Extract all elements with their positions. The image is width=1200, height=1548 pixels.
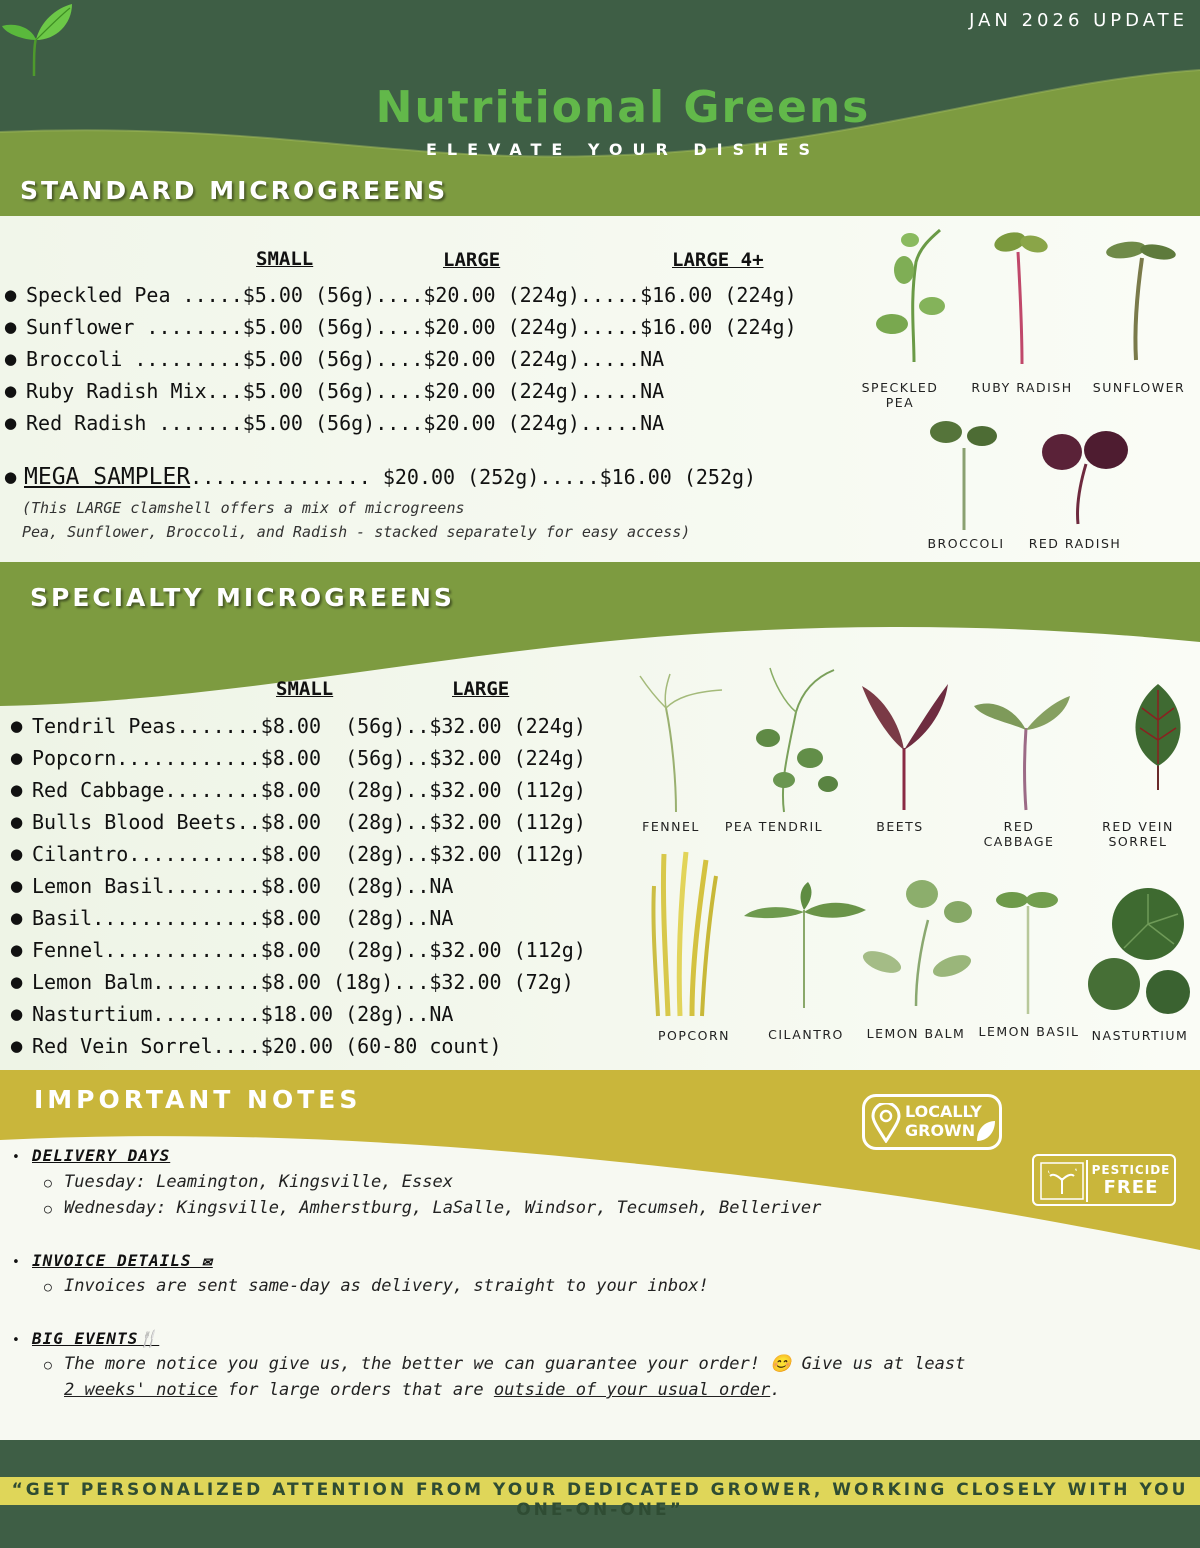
pesticide-text-block <box>1086 1160 1174 1202</box>
bullet-icon: ● <box>4 318 18 336</box>
photo-label-fennel: FENNEL <box>642 819 700 834</box>
bullet-icon: ● <box>4 382 18 400</box>
events-line-1 <box>44 1354 965 1374</box>
bullet-icon: • <box>12 1333 21 1348</box>
circle-bullet-icon: ○ <box>44 1280 52 1295</box>
specialty-section-title: SPECIALTY MICROGREENS <box>30 583 455 612</box>
bullet-icon: ● <box>10 973 24 991</box>
spec-row-text: Nasturtium.........$18.00 (28g)..NA <box>32 1002 454 1026</box>
photo-label-popcorn: POPCORN <box>657 1028 731 1043</box>
sampler-note-2: Pea, Sunflower, Broccoli, and Radish - stacked separately for easy access) <box>22 523 691 541</box>
notes-section-title: IMPORTANT NOTES <box>34 1085 362 1114</box>
location-pin-icon <box>871 1103 901 1143</box>
pesticide-text: PESTICIDE <box>1091 1163 1171 1177</box>
spec-row <box>10 746 586 770</box>
bullet-icon: ● <box>4 286 18 304</box>
bullet-icon: ● <box>10 717 24 735</box>
photo-label-beets: BEETS <box>876 819 924 834</box>
photo-label-sunflower: SUNFLOWER <box>1092 380 1186 395</box>
sampler-note-1: (This LARGE clamshell offers a mix of microgreens <box>22 499 465 517</box>
photo-label-lemon-balm: LEMON BALM <box>866 1026 966 1041</box>
mega-sampler-prices: ............... $20.00 (252g).....$16.00 (252g) <box>190 465 757 489</box>
pesticide-free-badge <box>1032 1154 1176 1206</box>
photo-label-speckled-pea: SPECKLED PEA <box>861 380 939 410</box>
spec-row <box>10 970 574 994</box>
photo-label-red-radish: RED RADISH <box>1028 536 1122 551</box>
std-row-text: Sunflower ........$5.00 (56g)....$20.00 (224g).....$16.00 (224g) <box>26 315 797 339</box>
photo-label-lemon-basil: LEMON BASIL <box>978 1024 1080 1039</box>
mega-sampler-name: MEGA SAMPLER <box>24 464 191 490</box>
bullet-icon: ● <box>4 468 18 486</box>
spec-row <box>10 938 586 962</box>
leaf-icon <box>975 1119 997 1143</box>
spec-col-large: LARGE <box>452 678 510 700</box>
spec-row-text: Lemon Balm.........$8.00 (18g)...$32.00 (72g) <box>32 970 574 994</box>
bullet-icon: ● <box>10 845 24 863</box>
spec-row <box>10 1034 502 1058</box>
beets-photo <box>858 678 952 812</box>
popcorn-photo <box>648 846 720 1018</box>
bullet-icon: • <box>12 1255 21 1270</box>
delivery-days-heading <box>12 1146 170 1165</box>
bullet-icon: ● <box>10 749 24 767</box>
events-line-1-text: The more notice you give us, the better we can guarantee your order! 😊 Give us at least <box>64 1354 966 1374</box>
red-cabbage-photo <box>970 688 1074 812</box>
invoice-line-text: Invoices are sent same-day as delivery, straight to your inbox! <box>64 1276 709 1296</box>
circle-bullet-icon: ○ <box>44 1176 52 1191</box>
spec-row <box>10 842 586 866</box>
brand-tagline: ELEVATE YOUR DISHES <box>425 140 820 159</box>
leaf-logo-icon <box>0 0 76 78</box>
spec-row <box>10 874 453 898</box>
free-text: FREE <box>1103 1177 1159 1198</box>
std-col-small: SMALL <box>256 248 314 270</box>
std-row-text: Red Radish .......$5.00 (56g)....$20.00 (224g).....NA <box>26 411 665 435</box>
delivery-wednesday-text: Wednesday: Kingsville, Amherstburg, LaSalle, Windsor, Tecumseh, Belleriver <box>64 1198 822 1218</box>
std-row <box>4 315 797 339</box>
delivery-days-text: DELIVERY DAYS <box>32 1146 171 1165</box>
big-events-text: BIG EVENTS🍴 <box>32 1329 160 1348</box>
standard-section-title: STANDARD MICROGREENS <box>20 176 449 205</box>
spec-row-text: Red Cabbage........$8.00 (28g)..$32.00 (112g) <box>32 778 586 802</box>
photo-label-pea-tendril: PEA TENDRIL <box>724 819 824 834</box>
std-col-large: LARGE <box>443 249 501 271</box>
bullet-icon: ● <box>10 941 24 959</box>
bullet-icon: ● <box>10 813 24 831</box>
spec-row-text: Bulls Blood Beets..$8.00 (28g)..$32.00 (112g) <box>32 810 586 834</box>
bullet-icon: ● <box>10 1005 24 1023</box>
std-row <box>4 347 664 371</box>
spec-row-text: Tendril Peas.......$8.00 (56g)..$32.00 (224g) <box>32 714 586 738</box>
events-line-2 <box>64 1380 780 1400</box>
bullet-icon: ● <box>10 781 24 799</box>
spec-row-text: Red Vein Sorrel....$20.00 (60-80 count) <box>32 1034 502 1058</box>
locally-grown-text <box>905 1102 982 1140</box>
delivery-tuesday <box>44 1172 453 1192</box>
photo-label-red-cabbage: RED CABBAGE <box>983 819 1055 849</box>
std-row <box>4 283 797 307</box>
spec-row-text: Popcorn............$8.00 (56g)..$32.00 (224g) <box>32 746 586 770</box>
bullet-icon: ● <box>10 1037 24 1055</box>
bullet-icon: ● <box>10 877 24 895</box>
std-row-text: Ruby Radish Mix...$5.00 (56g)....$20.00 (224g).....NA <box>26 379 665 403</box>
spec-row <box>10 810 586 834</box>
delivery-wednesday <box>44 1198 821 1218</box>
spec-row <box>10 714 586 738</box>
red-vein-sorrel-photo <box>1120 680 1196 792</box>
update-label: JAN 2026 UPDATE <box>969 10 1188 31</box>
red-radish-photo <box>1036 424 1136 528</box>
big-events-heading <box>12 1329 159 1348</box>
std-row <box>4 379 664 403</box>
spec-row-text: Basil..............$8.00 (28g)..NA <box>32 906 454 930</box>
std-col-large4: LARGE 4+ <box>672 249 764 271</box>
photo-label-ruby-radish: RUBY RADISH <box>971 380 1073 395</box>
photo-label-nasturtium: NASTURTIUM <box>1091 1028 1189 1043</box>
std-row <box>4 411 664 435</box>
bullet-icon: • <box>12 1150 21 1165</box>
circle-bullet-icon: ○ <box>44 1358 52 1373</box>
std-row-text: Speckled Pea .....$5.00 (56g)....$20.00 (224g).....$16.00 (224g) <box>26 283 797 307</box>
cilantro-photo <box>742 880 870 1010</box>
spec-row-text: Cilantro...........$8.00 (28g)..$32.00 (112g) <box>32 842 586 866</box>
events-end-text: . <box>770 1380 781 1400</box>
invoice-details-heading <box>12 1251 213 1270</box>
ruby-radish-photo <box>988 228 1052 368</box>
two-weeks-notice: 2 weeks' notice <box>64 1380 218 1400</box>
lemon-basil-photo <box>994 888 1060 1016</box>
std-row-text: Broccoli .........$5.00 (56g)....$20.00 (224g).....NA <box>26 347 665 371</box>
circle-bullet-icon: ○ <box>44 1202 52 1217</box>
grown-text: GROWN <box>905 1121 976 1140</box>
spec-col-small: SMALL <box>276 678 334 700</box>
events-mid-text: for large orders that are <box>217 1380 494 1400</box>
nasturtium-photo <box>1084 884 1196 1016</box>
header <box>0 0 1200 216</box>
locally-grown-badge <box>862 1094 1002 1150</box>
outside-usual-order: outside of your usual order <box>493 1380 771 1400</box>
invoice-line <box>44 1276 709 1296</box>
broccoli-photo <box>924 418 1008 532</box>
fennel-photo <box>636 668 728 814</box>
delivery-tuesday-text: Tuesday: Leamington, Kingsville, Essex <box>64 1172 453 1192</box>
sprout-sparkle-icon <box>1040 1162 1084 1200</box>
spec-row <box>10 1002 453 1026</box>
bullet-icon: ● <box>4 350 18 368</box>
photo-label-cilantro: CILANTRO <box>768 1027 844 1042</box>
footer-quote: “GET PERSONALIZED ATTENTION FROM YOUR DEDICATED GROWER, WORKING CLOSELY WITH YOU ONE-ON-ONE” <box>11 1480 1189 1520</box>
photo-label-red-vein-sorrel: RED VEIN SORREL <box>1102 819 1174 849</box>
speckled-pea-photo <box>862 222 946 368</box>
spec-row <box>10 778 586 802</box>
bullet-icon: ● <box>10 909 24 927</box>
photo-label-broccoli: BROCCOLI <box>927 536 1005 551</box>
lemon-balm-photo <box>862 870 980 1008</box>
sunflower-photo <box>1100 236 1180 364</box>
spec-row-text: Lemon Basil........$8.00 (28g)..NA <box>32 874 454 898</box>
spec-row-text: Fennel.............$8.00 (28g)..$32.00 (112g) <box>32 938 586 962</box>
locally-text: LOCALLY <box>905 1102 982 1121</box>
pea-tendril-photo <box>744 662 848 814</box>
spec-row <box>10 906 453 930</box>
invoice-details-text: INVOICE DETAILS ✉ <box>32 1251 213 1270</box>
brand-title: Nutritional Greens <box>375 82 871 133</box>
bullet-icon: ● <box>4 414 18 432</box>
mega-sampler-row <box>4 464 756 490</box>
